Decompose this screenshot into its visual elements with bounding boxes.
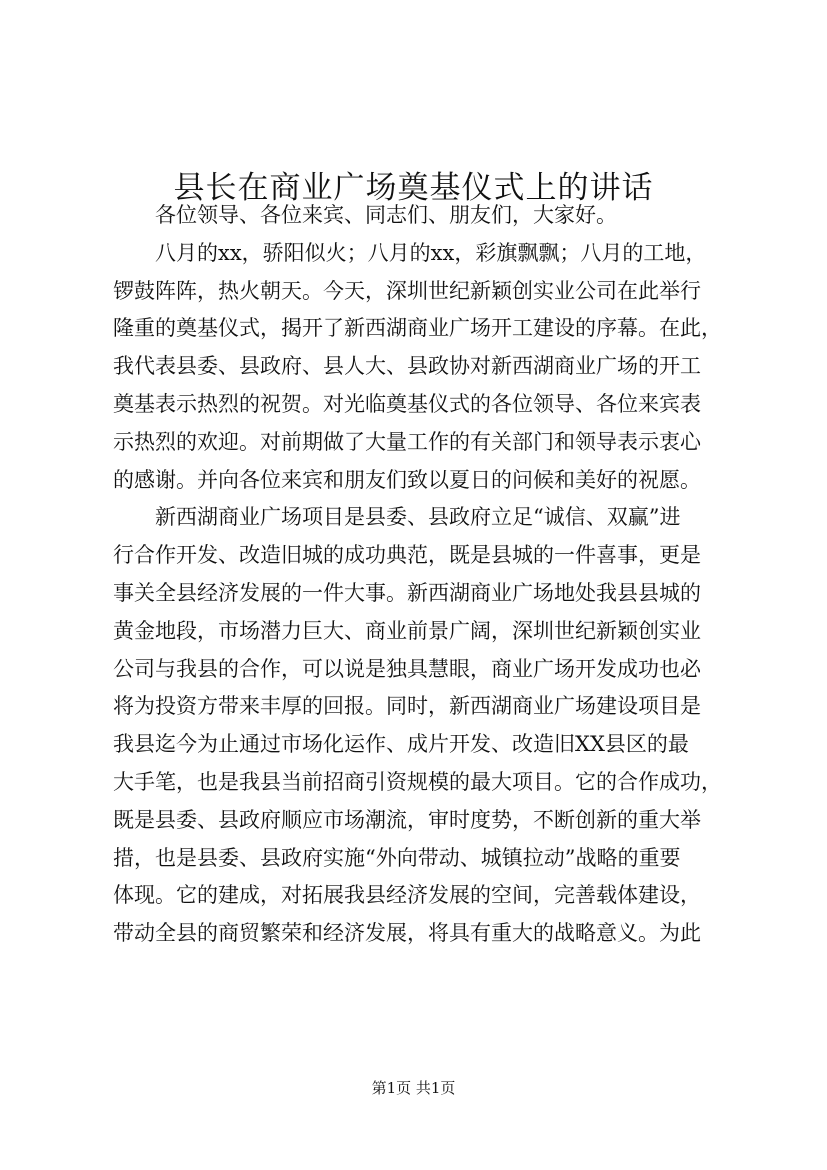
text-line: 行合作开发、改造旧城的成功典范，既是县城的一件喜事，更是 [113,543,701,568]
text-line: 锣鼓阵阵，热火朝天。今天，深圳世纪新颖创实业公司在此举行 [113,278,701,303]
text-line: 我县迄今为止通过市场化运作、成片开发、改造旧XX县区的最 [113,732,689,757]
paragraph-greeting [113,197,736,235]
text-line: 各位领导、各位来宾、同志们、朋友们，大家好。 [155,203,617,227]
text-line: 的感谢。并向各位来宾和朋友们致以夏日的问候和美好的祝愿。 [113,467,701,492]
text-line: 体现。它的建成，对拓展我县经济发展的空间，完善载体建设， [113,883,701,908]
paragraph-opening [113,235,736,500]
text-line: 八月的xx，骄阳似火；八月的xx，彩旗飘飘；八月的工地， [155,240,707,265]
text-line: 带动全县的商贸繁荣和经济发展，将具有重大的战略意义。为此 [113,921,701,946]
text-line: 公司与我县的合作，可以说是独具慧眼，商业广场开发成功也必 [113,656,701,681]
text-line: 措，也是县委、县政府实施“外向带动、城镇拉动”战略的重要 [113,845,681,870]
text-line: 事关全县经济发展的一件大事。新西湖商业广场地处我县县城的 [113,580,701,605]
page-footer: 第1页 共1页 [371,1079,456,1097]
text-line: 隆重的奠基仪式，揭开了新西湖商业广场开工建设的序幕。在此， [113,316,722,341]
text-line: 奠基表示热烈的祝贺。对光临奠基仪式的各位领导、各位来宾表 [113,391,701,416]
document-title: 县长在商业广场奠基仪式上的讲话 [173,169,654,206]
text-line: 既是县委、县政府顺应市场潮流，审时度势，不断创新的重大举 [113,807,701,832]
text-line: 我代表县委、县政府、县人大、县政协对新西湖商业广场的开工 [113,354,701,379]
text-line: 示热烈的欢迎。对前期做了大量工作的有关部门和领导表示衷心 [113,429,701,454]
text-line: 黄金地段，市场潜力巨大、商业前景广阔，深圳世纪新颖创实业 [113,618,701,643]
text-line: 新西湖商业广场项目是县委、县政府立足“诚信、双赢”进 [155,505,681,530]
text-line: 大手笔，也是我县当前招商引资规模的最大项目。它的合作成功， [113,769,722,794]
document-body [113,197,736,953]
paragraph-project [113,499,736,953]
text-line: 将为投资方带来丰厚的回报。同时，新西湖商业广场建设项目是 [113,694,701,719]
